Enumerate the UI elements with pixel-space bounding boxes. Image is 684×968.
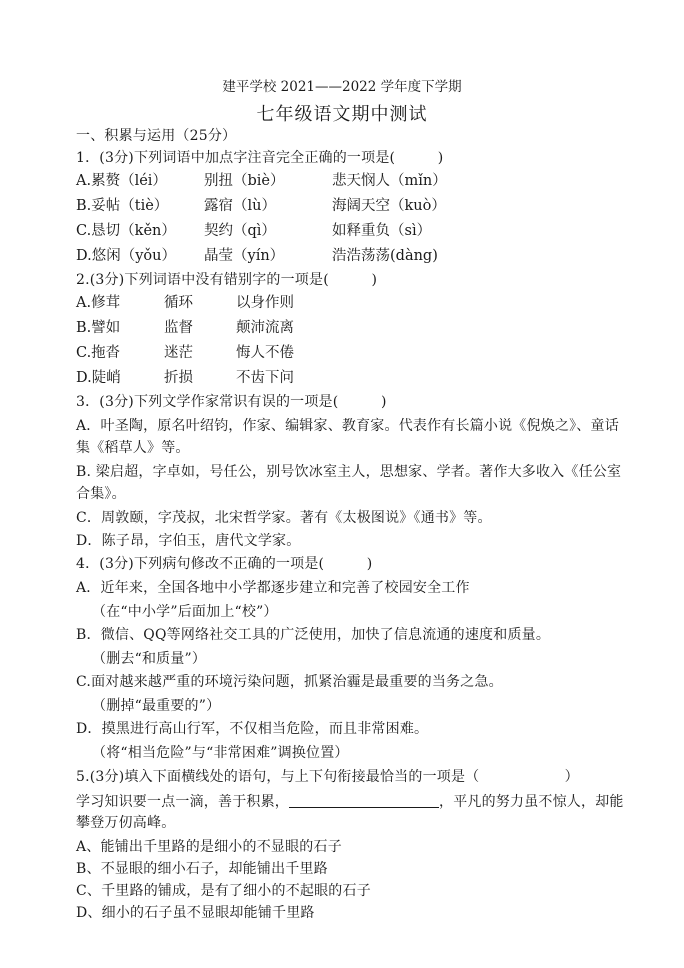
q1-option-c-word1: C.恳切（kěn） [76,223,176,239]
q5-passage-line1 [76,793,624,810]
q3-stem: 3．(3分)下列文学作家常识有误的一项是( ) [76,394,387,410]
q4-option-d: D．摸黑进行高山行军，不仅相当危险，而且非常困难。 [76,721,429,737]
q2-option-a-word2: 循环 [164,295,193,311]
q5-passage-before-blank: 学习知识要一点一滴，善于积累， [76,794,289,810]
q2-stem: 2.(3分)下列词语中没有错别字的一项是( ) [76,272,378,288]
q2-option-a-word1: A.修茸 [76,295,121,311]
q1-option-b-word2: 露宿（lù） [204,198,276,214]
q3-option-c: C．周敦颐，字茂叔，北宋哲学家。著有《太极图说》《通书》等。 [76,510,492,526]
q5-stem: 5.(3分)填入下面横线处的语句，与上下句衔接最恰当的一项是（ ） [76,769,579,785]
q2-option-c-word1: C.拖沓 [76,345,121,361]
q4-option-a-fix: （在“中小学”后面加上“校”） [92,604,278,620]
school-term-line: 建平学校 2021——2022 学年度下学期 [222,79,462,95]
q4-stem: 4．(3分)下列病句修改不正确的一项是( ) [76,556,373,572]
q1-option-d-word2: 晶莹（yín） [204,248,285,264]
exam-title: 七年级语文期中测试 [256,104,428,125]
q5-option-a: A、能铺出千里路的是细小的不显眼的石子 [76,839,342,855]
q5-option-d: D、细小的石子虽不显眼却能铺千里路 [76,905,315,921]
q1-stem: 1．(3分)下列词语中加点字注音完全正确的一项是( ) [76,150,444,166]
q4-option-a: A．近年来，全国各地中小学都逐步建立和完善了校园安全工作 [76,580,470,596]
q1-option-c-word3: 如释重负（sì） [332,223,432,239]
q2-option-d-word1: D.陡峭 [76,370,121,386]
q3-option-d: D．陈子昂，字伯玉，唐代文学家。 [76,533,301,549]
q4-option-d-fix: （将“相当危险”与“非常困难”调换位置） [92,745,349,761]
q4-option-c: C.面对越来越严重的环境污染问题，抓紧治霾是最重要的当务之急。 [76,674,503,690]
q2-option-b-word2: 监督 [164,320,193,336]
q5-passage-line2: 攀登万仞高峰。 [76,815,176,831]
q1-option-c-word2: 契约（qì） [204,223,276,239]
q1-option-b-word3: 海阔天空（kuò） [332,198,446,214]
q2-option-a-word3: 以身作则 [236,295,294,311]
q1-option-a-word1: A.累赘（léi） [76,173,167,189]
q1-option-d-word1: D.悠闲（yǒu） [76,248,176,264]
q4-option-c-fix: （删掉“最重要的”） [92,698,221,714]
q5-passage-after-blank: ，平凡的努力虽不惊人，却能 [439,794,624,810]
q1-option-b-word1: B.妥帖（tiè） [76,198,169,214]
q3-option-a-line2: 集《稻草人》等。 [76,440,190,456]
q5-option-b: B、不显眼的细小石子，却能铺出千里路 [76,861,328,877]
q3-option-b-line1: B. 梁启超，字卓如，号任公，别号饮冰室主人，思想家、学者。著作大多收入《任公室 [76,464,622,480]
section-heading: 一、积累与运用（25分） [76,128,237,144]
q2-option-d-word3: 不齿下问 [236,370,294,386]
q1-option-d-word3: 浩浩荡荡(dàng) [332,248,438,264]
q2-option-b-word3: 颠沛流离 [236,320,294,336]
q2-option-c-word2: 迷茫 [164,345,193,361]
q4-option-b-fix: （删去“和质量”） [92,651,207,667]
q5-option-c: C、千里路的铺成，是有了细小的不起眼的石子 [76,883,371,899]
q2-option-c-word3: 悔人不倦 [236,345,294,361]
q3-option-a-line1: A．叶圣陶，原名叶绍钧，作家、编辑家、教育家。代表作有长篇小说《倪焕之》、童话 [76,418,619,434]
q2-option-d-word2: 折损 [164,370,193,386]
q1-option-a-word2: 别扭（biè） [204,173,285,189]
q4-option-b: B．微信、QQ等网络社交工具的广泛使用，加快了信息流通的速度和质量。 [76,627,551,643]
answer-blank[interactable] [289,793,439,808]
q2-option-b-word1: B.譬如 [76,320,121,336]
q1-option-a-word3: 悲天悯人（mǐn） [332,173,447,189]
q3-option-b-line2: 合集》。 [76,486,126,502]
